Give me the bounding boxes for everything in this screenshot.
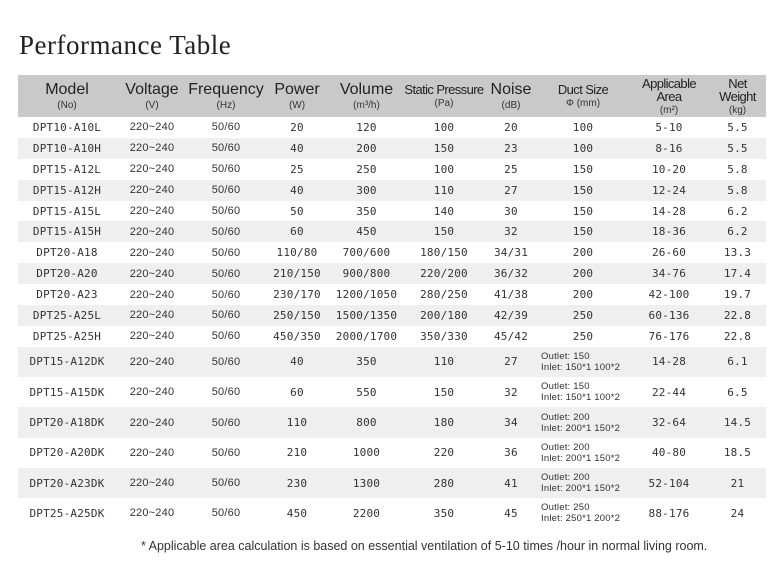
cell-applicable-area: 52-104 — [629, 468, 709, 498]
cell-model: DPT15-A15DK — [29, 385, 105, 399]
cell-model: DPT15-A15L — [32, 204, 102, 218]
cell-model: DPT15-A12L — [32, 162, 102, 176]
cell-static-pressure: 180/150 — [420, 246, 468, 260]
cell-static-pressure: 220 — [433, 446, 455, 460]
cell-duct-size: 200 — [572, 246, 594, 260]
cell-applicable-area: 42-100 — [648, 288, 690, 302]
cell-model: DPT20-A23DK — [18, 468, 116, 498]
cell-noise: 30 — [504, 204, 518, 218]
cell-voltage: 220~240 — [116, 263, 188, 284]
cell-model: DPT20-A20DK — [29, 446, 105, 460]
cell-applicable-area: 60-136 — [629, 305, 709, 326]
cell-frequency: 50/60 — [211, 163, 241, 176]
cell-noise: 45/42 — [493, 329, 529, 343]
cell-power: 110/80 — [276, 246, 318, 260]
cell-volume: 800 — [330, 407, 403, 437]
cell-static-pressure: 150 — [403, 138, 485, 159]
cell-static-pressure: 350/330 — [420, 329, 468, 343]
cell-static-pressure: 100 — [433, 120, 455, 134]
cell-noise: 41 — [485, 468, 537, 498]
cell-voltage: 220~240 — [129, 246, 175, 259]
cell-voltage: 220~240 — [129, 386, 175, 399]
cell-power: 40 — [264, 138, 330, 159]
cell-applicable-area: 26-60 — [651, 246, 687, 260]
cell-static-pressure: 150 — [403, 221, 485, 242]
duct-outlet: Outlet: 200 — [541, 441, 590, 453]
cell-noise: 34/31 — [493, 246, 529, 260]
cell-duct-size: 250 — [537, 305, 629, 326]
cell-duct-size: 200 — [572, 288, 594, 302]
table-row — [18, 468, 766, 498]
cell-voltage: 220~240 — [116, 221, 188, 242]
cell-static-pressure: 110 — [403, 347, 485, 377]
cell-noise: 41/38 — [493, 288, 529, 302]
cell-power: 250/150 — [264, 305, 330, 326]
cell-applicable-area: 40-80 — [651, 446, 687, 460]
cell-noise: 36 — [504, 446, 518, 460]
cell-duct-size — [537, 438, 629, 468]
cell-noise: 27 — [485, 180, 537, 201]
cell-power: 210 — [286, 446, 308, 460]
header-frequency: Frequency (Hz) — [188, 75, 264, 117]
cell-applicable-area: 8-16 — [629, 138, 709, 159]
cell-applicable-area: 22-44 — [651, 385, 687, 399]
cell-frequency: 50/60 — [211, 121, 241, 134]
header-volume: Volume (m³/h) — [330, 75, 403, 117]
cell-net-weight: 6.2 — [709, 221, 766, 242]
cell-frequency: 50/60 — [188, 347, 264, 377]
duct-outlet: Outlet: 250 — [541, 502, 590, 514]
cell-model: DPT25-A25H — [32, 329, 102, 343]
cell-net-weight: 19.7 — [723, 288, 752, 302]
header-static-pressure: Static Pressure (Pa) — [403, 75, 485, 117]
cell-duct-size: 150 — [537, 221, 629, 242]
cell-noise: 20 — [504, 120, 518, 134]
cell-net-weight: 14.5 — [709, 407, 766, 437]
cell-noise: 32 — [504, 385, 518, 399]
cell-model: DPT25-A25DK — [29, 506, 105, 520]
header-noise: Noise (dB) — [485, 75, 537, 117]
cell-static-pressure: 100 — [433, 162, 455, 176]
header-applicable-area: Applicable Area (m²) — [629, 75, 709, 117]
cell-net-weight: 5.5 — [709, 138, 766, 159]
header-model: Model (No) — [18, 75, 116, 117]
duct-inlet: Inlet: 200*1 150*2 — [541, 452, 621, 464]
cell-frequency: 50/60 — [188, 263, 264, 284]
cell-volume: 350 — [330, 347, 403, 377]
cell-model: DPT15-A15H — [18, 221, 116, 242]
table-row — [18, 201, 766, 222]
cell-volume: 2000/1700 — [335, 329, 398, 343]
cell-power: 210/150 — [264, 263, 330, 284]
cell-net-weight: 21 — [709, 468, 766, 498]
cell-frequency: 50/60 — [188, 138, 264, 159]
cell-voltage: 220~240 — [116, 347, 188, 377]
cell-frequency: 50/60 — [188, 305, 264, 326]
performance-table — [18, 75, 766, 529]
cell-static-pressure: 180 — [403, 407, 485, 437]
cell-static-pressure: 140 — [433, 204, 455, 218]
cell-frequency: 50/60 — [188, 407, 264, 437]
cell-voltage: 220~240 — [116, 138, 188, 159]
cell-noise: 27 — [485, 347, 537, 377]
duct-outlet: Outlet: 200 — [541, 411, 590, 423]
cell-volume: 550 — [356, 385, 377, 399]
cell-power: 25 — [290, 162, 304, 176]
cell-net-weight: 5.8 — [727, 162, 748, 176]
header-duct-size: Duct Size Φ (mm) — [537, 75, 629, 117]
cell-duct-size: 150 — [572, 204, 594, 218]
cell-voltage: 220~240 — [129, 121, 175, 134]
cell-voltage: 220~240 — [129, 288, 175, 301]
cell-model: DPT20-A23 — [36, 288, 98, 302]
cell-frequency: 50/60 — [211, 330, 241, 343]
cell-applicable-area: 18-36 — [629, 221, 709, 242]
cell-voltage: 220~240 — [116, 180, 188, 201]
table-row — [18, 498, 766, 528]
footnote: * Applicable area calculation is based on essential ventilation of 5-10 times /hour in normal living room. — [141, 539, 708, 553]
cell-frequency: 50/60 — [211, 246, 241, 259]
duct-outlet: Outlet: 150 — [541, 381, 590, 393]
cell-model: DPT20-A18DK — [18, 407, 116, 437]
cell-noise: 34 — [485, 407, 537, 437]
cell-frequency: 50/60 — [211, 288, 241, 301]
cell-frequency: 50/60 — [211, 507, 241, 520]
cell-model: DPT10-A10H — [18, 138, 116, 159]
cell-applicable-area: 5-10 — [655, 120, 683, 134]
cell-voltage: 220~240 — [129, 330, 175, 343]
cell-voltage: 220~240 — [129, 205, 175, 217]
cell-net-weight: 17.4 — [709, 263, 766, 284]
cell-frequency: 50/60 — [188, 221, 264, 242]
cell-net-weight: 22.8 — [723, 329, 752, 343]
cell-frequency: 50/60 — [188, 180, 264, 201]
header-voltage: Voltage (V) — [116, 75, 188, 117]
cell-frequency: 50/60 — [211, 386, 241, 399]
duct-inlet: Inlet: 200*1 150*2 — [541, 422, 621, 434]
cell-duct-size: 150 — [537, 180, 629, 201]
cell-model: DPT25-A25L — [18, 305, 116, 326]
cell-power: 230/170 — [273, 288, 321, 302]
cell-static-pressure: 280 — [403, 468, 485, 498]
table-row — [18, 159, 766, 180]
cell-applicable-area: 76-176 — [648, 329, 690, 343]
cell-voltage: 220~240 — [129, 507, 175, 520]
header-net-weight: Net Weight (kg) — [709, 75, 766, 117]
table-row — [18, 326, 766, 347]
duct-inlet: Inlet: 150*1 100*2 — [541, 392, 621, 404]
cell-voltage: 220~240 — [116, 468, 188, 498]
cell-volume: 1300 — [330, 468, 403, 498]
cell-net-weight: 6.5 — [727, 385, 748, 399]
cell-frequency: 50/60 — [188, 468, 264, 498]
duct-inlet: Inlet: 150*1 100*2 — [541, 361, 621, 373]
cell-frequency: 50/60 — [211, 205, 241, 217]
cell-volume: 1000 — [352, 446, 381, 460]
cell-duct-size: 100 — [572, 120, 594, 134]
cell-volume: 300 — [330, 180, 403, 201]
cell-voltage: 220~240 — [116, 305, 188, 326]
cell-noise: 45 — [504, 506, 518, 520]
cell-noise: 25 — [504, 162, 518, 176]
table-row — [18, 263, 766, 284]
cell-model: DPT15-A12DK — [18, 347, 116, 377]
cell-net-weight: 13.3 — [723, 246, 752, 260]
cell-volume: 1500/1350 — [330, 305, 403, 326]
cell-volume: 350 — [356, 204, 377, 218]
cell-model: DPT15-A12H — [18, 180, 116, 201]
cell-power: 20 — [290, 120, 304, 134]
page-title: Performance Table — [19, 30, 232, 60]
cell-applicable-area: 88-176 — [648, 506, 690, 520]
cell-noise: 23 — [485, 138, 537, 159]
cell-voltage: 220~240 — [129, 446, 175, 459]
cell-volume: 200 — [330, 138, 403, 159]
table-row — [18, 305, 766, 326]
table-row — [18, 138, 766, 159]
cell-power: 110 — [264, 407, 330, 437]
cell-duct-size — [537, 347, 629, 377]
cell-duct-size: 100 — [537, 138, 629, 159]
cell-volume: 1200/1050 — [335, 288, 398, 302]
cell-volume: 250 — [356, 162, 377, 176]
cell-power: 50 — [290, 204, 304, 218]
cell-static-pressure: 350 — [433, 506, 455, 520]
cell-volume: 2200 — [352, 506, 381, 520]
cell-duct-size: 250 — [572, 329, 594, 343]
cell-net-weight: 22.8 — [709, 305, 766, 326]
cell-duct-size — [537, 377, 629, 407]
header-power: Power (W) — [264, 75, 330, 117]
cell-static-pressure: 280/250 — [420, 288, 468, 302]
cell-applicable-area: 32-64 — [629, 407, 709, 437]
cell-net-weight: 5.8 — [709, 180, 766, 201]
cell-power: 60 — [264, 221, 330, 242]
cell-static-pressure: 110 — [403, 180, 485, 201]
cell-power: 40 — [264, 180, 330, 201]
cell-noise: 42/39 — [485, 305, 537, 326]
cell-volume: 450 — [330, 221, 403, 242]
table-row — [18, 242, 766, 263]
cell-model: DPT10-A10L — [32, 120, 102, 134]
cell-applicable-area: 14-28 — [651, 204, 687, 218]
cell-volume: 900/800 — [330, 263, 403, 284]
cell-voltage: 220~240 — [116, 407, 188, 437]
cell-net-weight: 18.5 — [723, 446, 752, 460]
cell-power: 60 — [290, 385, 304, 399]
cell-applicable-area: 12-24 — [629, 180, 709, 201]
table-row — [18, 377, 766, 407]
cell-applicable-area: 10-20 — [651, 162, 687, 176]
cell-power: 450/350 — [273, 329, 321, 343]
table-row — [18, 221, 766, 242]
cell-net-weight: 24 — [730, 506, 745, 520]
cell-net-weight: 5.5 — [727, 120, 748, 134]
table-header-row — [18, 75, 766, 117]
cell-noise: 36/32 — [485, 263, 537, 284]
cell-static-pressure: 220/200 — [403, 263, 485, 284]
cell-duct-size: 150 — [572, 162, 594, 176]
table-row — [18, 284, 766, 305]
cell-static-pressure: 200/180 — [403, 305, 485, 326]
cell-volume: 700/600 — [342, 246, 391, 260]
cell-net-weight: 6.2 — [727, 204, 748, 218]
cell-power: 40 — [264, 347, 330, 377]
cell-duct-size — [537, 498, 629, 528]
cell-noise: 32 — [485, 221, 537, 242]
cell-duct-size — [537, 407, 629, 437]
cell-duct-size — [537, 468, 629, 498]
table-row — [18, 180, 766, 201]
cell-voltage: 220~240 — [129, 163, 175, 176]
cell-duct-size: 200 — [537, 263, 629, 284]
table-row — [18, 438, 766, 468]
cell-applicable-area: 34-76 — [629, 263, 709, 284]
cell-static-pressure: 150 — [433, 385, 455, 399]
duct-outlet: Outlet: 200 — [541, 472, 590, 484]
cell-applicable-area: 14-28 — [629, 347, 709, 377]
cell-net-weight: 6.1 — [709, 347, 766, 377]
table-row — [18, 347, 766, 377]
cell-power: 450 — [286, 506, 308, 520]
cell-model: DPT20-A20 — [18, 263, 116, 284]
duct-inlet: Inlet: 200*1 150*2 — [541, 483, 621, 495]
cell-volume: 120 — [356, 120, 377, 134]
cell-frequency: 50/60 — [211, 446, 241, 459]
cell-model: DPT20-A18 — [36, 246, 98, 260]
table-row — [18, 117, 766, 138]
cell-power: 230 — [264, 468, 330, 498]
table-row — [18, 407, 766, 437]
duct-outlet: Outlet: 150 — [541, 350, 590, 362]
duct-inlet: Inlet: 250*1 200*2 — [541, 513, 621, 525]
